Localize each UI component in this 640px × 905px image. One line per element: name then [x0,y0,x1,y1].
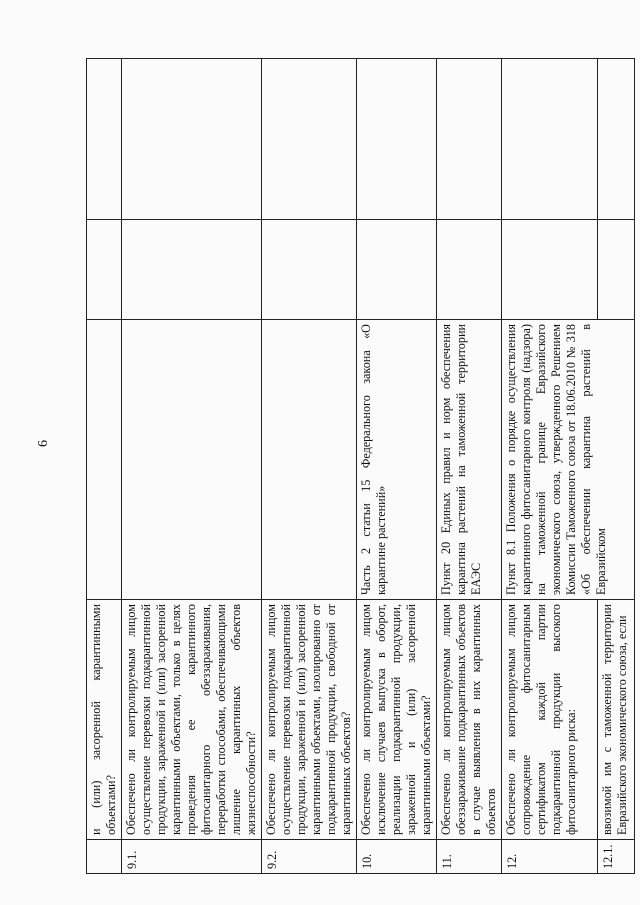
reference-cell: Часть 2 статьи 15 Федерального закона «О карантине растений» [357,320,437,600]
note-cell [357,59,437,220]
page-number: 6 [36,440,51,447]
question-cell: Обеспечено ли контролируемым лицом исключение случаев выпуска в оборот, реализации подкарантинной продукции, зараженной и (или) засоренной карантинными объектами? [357,600,437,840]
reference-cell: Пункт 20 Единых правил и норм обеспечения карантина растений на таможенной территории ЕАЭС [437,320,502,600]
table-row [122,59,262,874]
question-cell: Обеспечено ли контролируемым лицом сопровождение фитосанитарным сертификатом каждой партии подкарантинной продукции высокого фитосанитарного риска: [502,600,598,840]
question-cell: Обеспечено ли контролируемым лицом обеззараживание подкарантинных объектов в случае выявления в них карантинных объектов [437,600,502,840]
answer-cell [502,220,598,320]
row-number: 9.1. [122,840,262,874]
answer-cell [87,220,122,320]
question-cell: Обеспечено ли контролируемым лицом осуществление перевозки подкарантинной продукции, зараженной и (или) засоренной карантинными объектами, только в целях проведения ее карантинного фитосанитарного обеззараживания, переработки способами, обеспечивающими лишение карантинных объектов жизнеспособности? [122,600,262,840]
row-number [87,840,122,874]
row-number: 9.2. [262,840,357,874]
note-cell [437,59,502,220]
table-row [502,59,598,874]
question-cell: ввозимой им с таможенной территории Евразийского экономического союза, если [598,600,635,840]
row-number: 11. [437,840,502,874]
note-cell [262,59,357,220]
answer-cell [122,220,262,320]
answer-cell [262,220,357,320]
question-cell: и (или) засоренной карантинными объектами? [87,600,122,840]
table-row [357,59,437,874]
question-cell: Обеспечено ли контролируемым лицом осуществление перевозки подкарантинной продукции, зараженной и (или) засоренной карантинными объектами, изолированно от подкарантинной продукции, свободной от карантинных объектов? [262,600,357,840]
note-cell [502,59,598,220]
table-row [437,59,502,874]
row-number: 12. [502,840,598,874]
note-cell [598,59,635,220]
note-cell [122,59,262,220]
checklist-table-container [86,59,629,874]
table-row [262,59,357,874]
reference-cell [122,320,262,600]
note-cell [87,59,122,220]
reference-cell [87,320,122,600]
table-row [87,59,122,874]
answer-cell [357,220,437,320]
reference-cell: Пункт 8.1 Положения о порядке осуществления карантинного фитосанитарного контроля (надзора) на таможенной границе Евразийского экономического союза, утвержденного Решением Комиссии Таможенного союза от 18.06.2010 № 318 «Об обеспечении карантина растений в Евразийском [502,320,635,600]
answer-cell [598,220,635,320]
row-number: 12.1. [598,840,635,874]
reference-cell [262,320,357,600]
row-number: 10. [357,840,437,874]
checklist-table [86,58,635,874]
answer-cell [437,220,502,320]
